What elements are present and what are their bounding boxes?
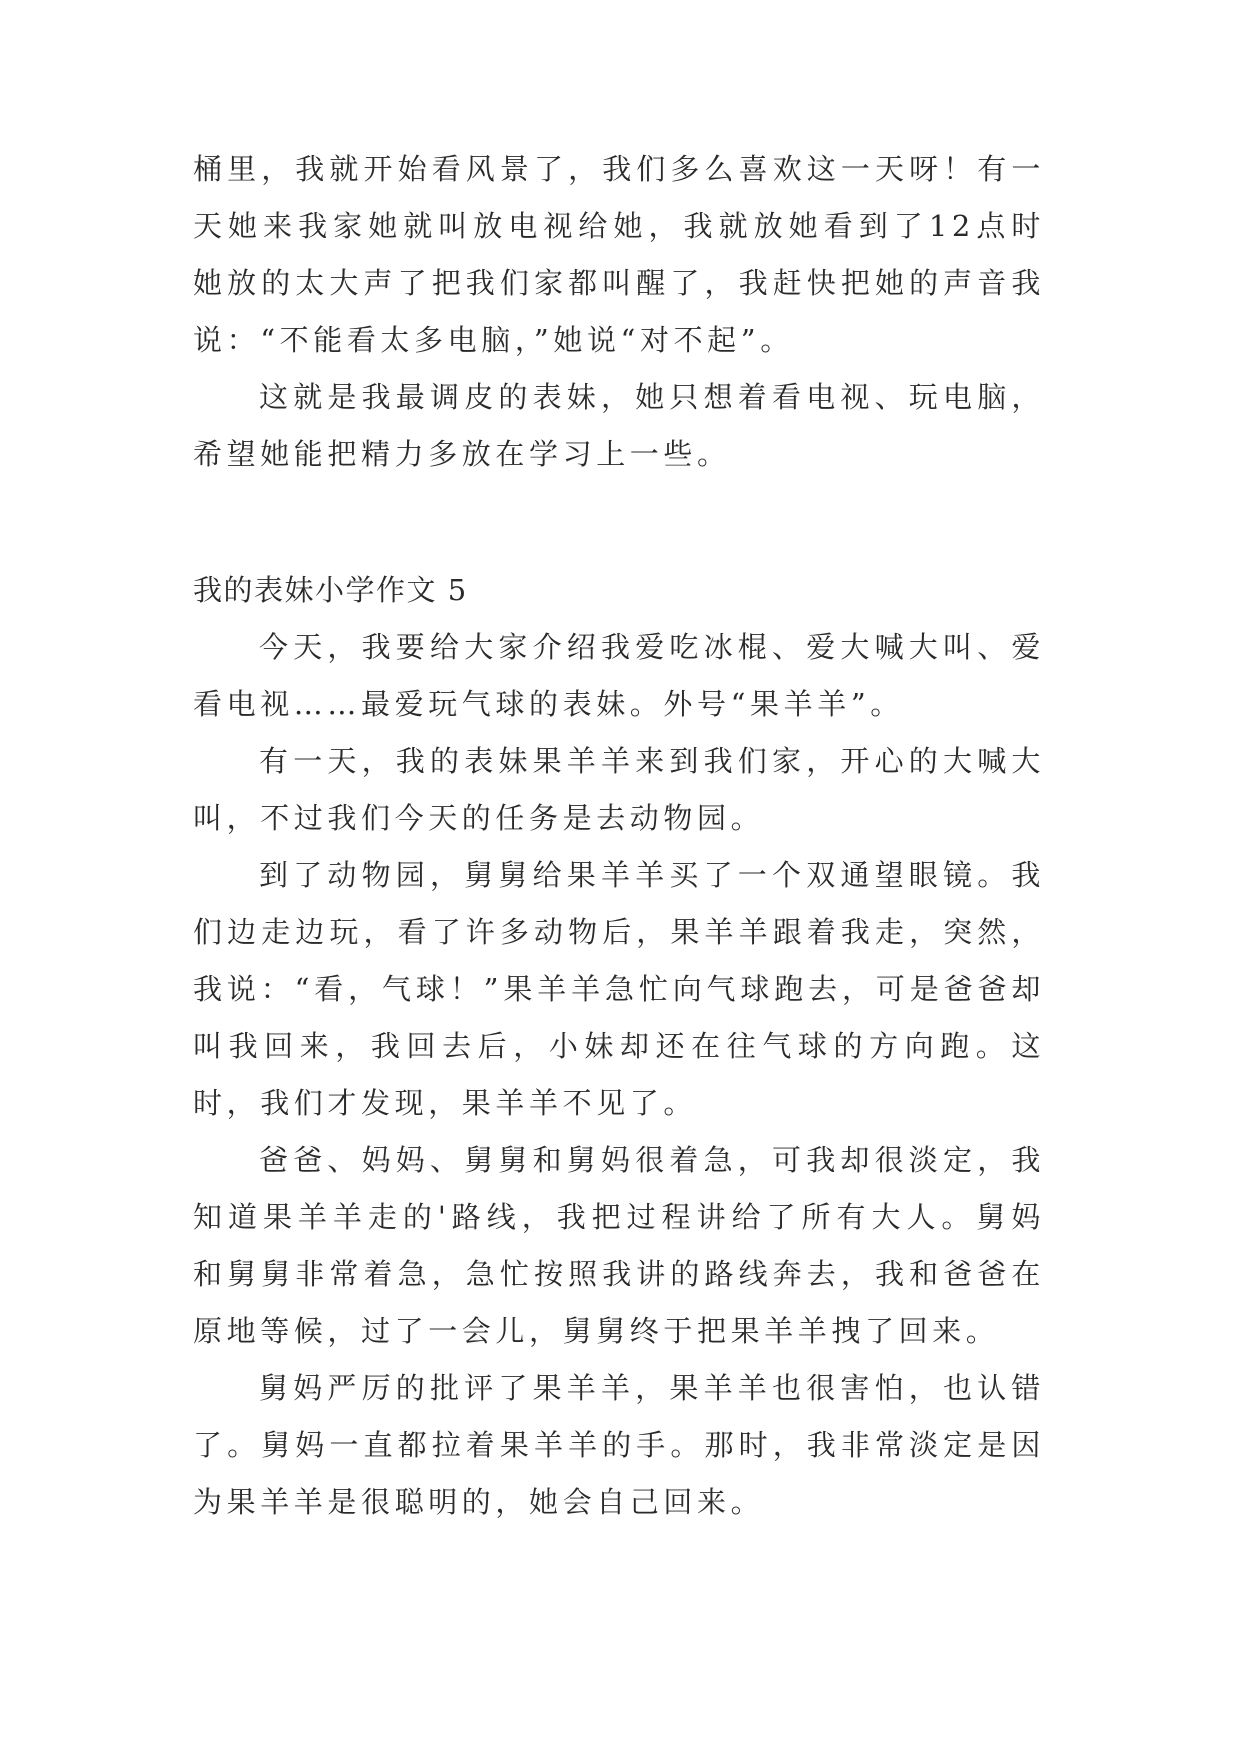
- paragraph: 有一天，我的表妹果羊羊来到我们家，开心的大喊大叫，不过我们今天的任务是去动物园。: [193, 744, 1045, 835]
- paragraph: 到了动物园，舅舅给果羊羊买了一个双通望眼镜。我们边走边玩，看了许多动物后，果羊羊跟着我走，突然，我说：“看，气球！”果羊羊急忙向气球跑去，可是爸爸却叫我回来，我回去后，小妹却还在往气球的方向跑。这时，我们才发现，果羊羊不见了。: [193, 858, 1045, 1120]
- section-title: 我的表妹小学作文 5: [193, 573, 468, 607]
- paragraph: 桶里，我就开始看风景了，我们多么喜欢这一天呀！有一天她来我家她就叫放电视给她，我就放她看到了12点时她放的太大声了把我们家都叫醒了，我赶快把她的声音我说：“不能看太多电脑，”她说“对不起”。: [193, 152, 1045, 357]
- paragraph: 舅妈严厉的批评了果羊羊，果羊羊也很害怕，也认错了。舅妈一直都拉着果羊羊的手。那时，我非常淡定是因为果羊羊是很聪明的，她会自己回来。: [193, 1371, 1045, 1519]
- continued-section: [193, 141, 1045, 483]
- paragraph: 爸爸、妈妈、舅舅和舅妈很着急，可我却很淡定，我知道果羊羊走的'路线，我把过程讲给了所有大人。舅妈和舅舅非常着急，急忙按照我讲的路线奔去，我和爸爸在原地等候，过了一会儿，舅舅终于把果羊羊拽了回来。: [193, 1143, 1045, 1348]
- paragraph: 今天，我要给大家介绍我爱吃冰棍、爱大喊大叫、爱看电视……最爱玩气球的表妹。外号“果羊羊”。: [193, 630, 1045, 721]
- essay-5-section: [193, 562, 1045, 1531]
- paragraph: 这就是我最调皮的表妹，她只想着看电视、玩电脑，希望她能把精力多放在学习上一些。: [193, 380, 1045, 471]
